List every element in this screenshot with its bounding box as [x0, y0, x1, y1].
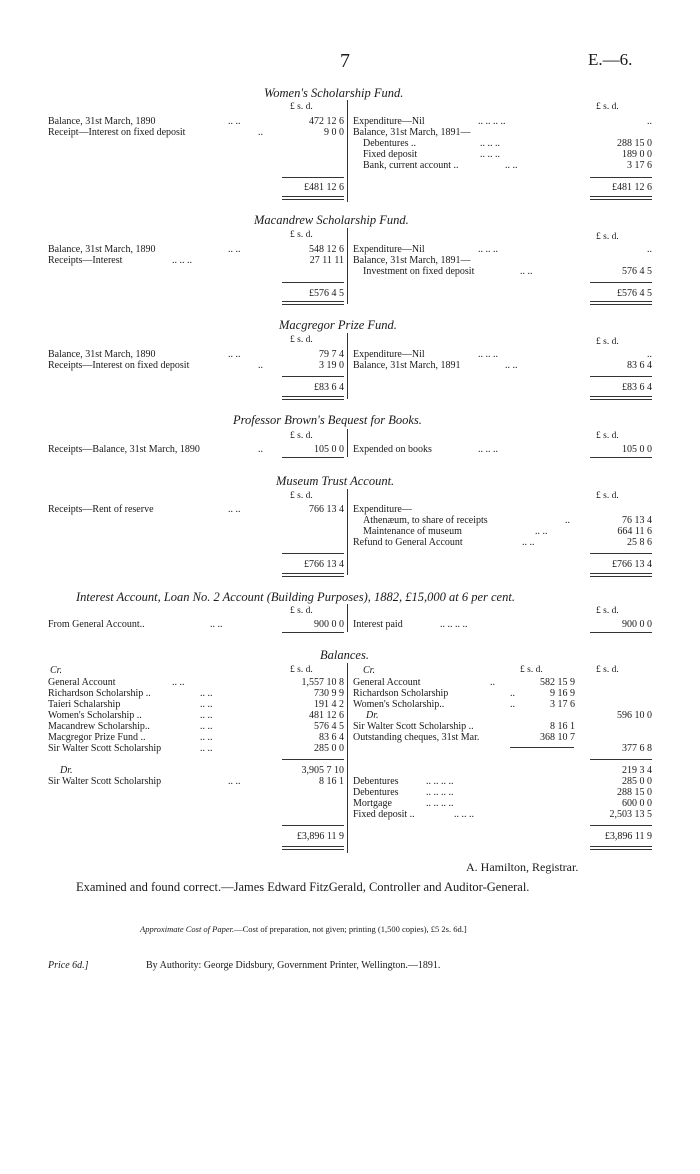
rule — [510, 747, 574, 748]
double-rule — [590, 573, 652, 577]
ledger-amount: .. — [647, 349, 652, 360]
section-total: £83 6 4 — [314, 382, 344, 393]
ledger-dots: .. .. .. — [172, 255, 192, 266]
currency-header: £ s. d. — [596, 665, 619, 675]
ledger-dots: .. — [510, 688, 515, 699]
column-divider — [347, 429, 348, 457]
ledger-label: Expended on books — [353, 444, 432, 455]
rule — [282, 177, 344, 178]
ledger-label: Expenditure—Nil — [353, 349, 425, 360]
ledger-label: Interest paid — [353, 619, 403, 630]
ledger-amount: 9 0 0 — [324, 127, 344, 138]
ledger-dots: .. .. — [228, 504, 241, 515]
ledger-amount: 8 16 1 — [319, 776, 344, 787]
double-rule — [590, 196, 652, 200]
ledger-amount: 191 4 2 — [314, 699, 344, 710]
rule — [282, 553, 344, 554]
ledger-amount: 548 12 6 — [309, 244, 344, 255]
ledger-label: Refund to General Account — [353, 537, 463, 548]
cost-label: Approximate Cost of Paper. — [140, 924, 235, 934]
ledger-amount: 27 11 11 — [309, 255, 344, 266]
ledger-label: Macgregor Prize Fund .. — [48, 732, 146, 743]
cr-heading: Cr. — [363, 665, 375, 676]
ledger-dots: .. .. — [228, 776, 241, 787]
currency-header: £ s. d. — [596, 337, 619, 347]
ledger-dots: .. .. .. .. — [426, 798, 454, 809]
ledger-dots: .. .. — [522, 537, 535, 548]
ledger-amount: 105 0 0 — [622, 444, 652, 455]
ledger-subtotal: 3,905 7 10 — [301, 765, 344, 776]
section-total: £3,896 11 9 — [296, 831, 344, 842]
ledger-label: Receipt—Interest on fixed deposit — [48, 127, 186, 138]
ledger-amount: 368 10 7 — [540, 732, 575, 743]
ledger-label: Balance, 31st March, 1890 — [48, 244, 156, 255]
column-divider — [347, 663, 348, 853]
ledger-amount: 596 10 0 — [617, 710, 652, 721]
double-rule — [590, 396, 652, 400]
ledger-amount: 900 0 0 — [314, 619, 344, 630]
ledger-amount: 25 8 6 — [627, 537, 652, 548]
page-number: 7 — [340, 50, 350, 72]
double-rule — [282, 573, 344, 577]
currency-header: £ s. d. — [290, 102, 313, 112]
ledger-label: Mortgage — [353, 798, 392, 809]
ledger-dots: .. .. — [200, 743, 213, 754]
column-divider — [347, 333, 348, 399]
ledger-dots: .. .. .. — [480, 138, 500, 149]
document-id: E.—6. — [588, 50, 633, 69]
ledger-dots: .. .. — [520, 266, 533, 277]
ledger-dots: .. .. .. .. — [426, 776, 454, 787]
section-title-womens: Women's Scholarship Fund. — [264, 86, 404, 100]
ledger-amount: 189 0 0 — [622, 149, 652, 160]
ledger-amount: 83 6 4 — [319, 732, 344, 743]
ledger-label: Richardson Scholarship — [353, 688, 449, 699]
rule — [282, 376, 344, 377]
ledger-label: Fixed deposit — [363, 149, 418, 160]
ledger-amount: 83 6 4 — [627, 360, 652, 371]
ledger-dots: .. — [490, 677, 495, 688]
cost-text: —Cost of preparation, not given; printing (1,500 copies), £5 2s. 6d.] — [234, 924, 467, 934]
column-divider — [347, 100, 348, 202]
section-total: £766 13 4 — [304, 559, 344, 570]
ledger-dots: .. .. .. — [478, 349, 498, 360]
ledger-label: Balance, 31st March, 1891— — [353, 127, 471, 138]
ledger-amount: 2,503 13 5 — [609, 809, 652, 820]
dr-heading: Dr. — [366, 710, 379, 721]
ledger-label: Fixed deposit .. — [353, 809, 415, 820]
ledger-amount: 3 19 0 — [319, 360, 344, 371]
ledger-amount: 472 12 6 — [309, 116, 344, 127]
ledger-amount: 900 0 0 — [622, 619, 652, 630]
currency-header: £ s. d. — [596, 606, 619, 616]
ledger-dots: .. .. .. — [454, 809, 474, 820]
registrar-signature: A. Hamilton, Registrar. — [466, 860, 579, 874]
currency-header: £ s. d. — [290, 335, 313, 345]
section-title-balances: Balances. — [320, 648, 369, 662]
currency-header: £ s. d. — [520, 665, 543, 675]
cr-heading: Cr. — [50, 665, 62, 676]
ledger-label: Expenditure— — [353, 504, 412, 515]
ledger-amount: 285 0 0 — [622, 776, 652, 787]
rule — [590, 632, 652, 633]
ledger-dots: .. .. .. .. — [478, 116, 506, 127]
ledger-dots: .. .. .. — [478, 244, 498, 255]
ledger-dots: .. — [565, 515, 570, 526]
double-rule — [282, 396, 344, 400]
ledger-label: Receipts—Balance, 31st March, 1890 — [48, 444, 200, 455]
ledger-amount: 576 4 5 — [622, 266, 652, 277]
ledger-amount: 288 15 0 — [617, 138, 652, 149]
ledger-amount: 9 16 9 — [550, 688, 575, 699]
ledger-label: Richardson Scholarship .. — [48, 688, 151, 699]
ledger-label: Debentures — [353, 776, 399, 787]
ledger-amount: 79 7 4 — [319, 349, 344, 360]
ledger-dots: .. .. — [210, 619, 223, 630]
currency-header: £ s. d. — [290, 665, 313, 675]
ledger-dots: .. .. — [535, 526, 548, 537]
double-rule — [590, 846, 652, 850]
ledger-dots: .. — [258, 444, 263, 455]
double-rule — [282, 196, 344, 200]
rule — [590, 457, 652, 458]
ledger-label: Expenditure—Nil — [353, 116, 425, 127]
ledger-dots: .. .. .. .. — [440, 619, 468, 630]
ledger-label: Debentures .. — [363, 138, 417, 149]
ledger-amount: 219 3 4 — [622, 765, 652, 776]
ledger-amount: 76 13 4 — [622, 515, 652, 526]
section-title-brown: Professor Brown's Bequest for Books. — [233, 413, 422, 427]
section-title-macandrew: Macandrew Scholarship Fund. — [254, 213, 409, 227]
ledger-label: Receipts—Interest on fixed deposit — [48, 360, 190, 371]
ledger-dots: .. .. — [228, 116, 241, 127]
ledger-amount: 105 0 0 — [314, 444, 344, 455]
ledger-label: Taieri Schalarship — [48, 699, 121, 710]
ledger-label: Maintenance of museum — [363, 526, 462, 537]
ledger-label: Balance, 31st March, 1890 — [48, 349, 156, 360]
dr-heading: Dr. — [60, 765, 73, 776]
section-title-interest: Interest Account, Loan No. 2 Account (Building Purposes), 1882, £15,000 at 6 per cent. — [76, 590, 515, 604]
section-total: £3,896 11 9 — [604, 831, 652, 842]
rule — [590, 759, 652, 760]
rule — [590, 376, 652, 377]
column-divider — [347, 228, 348, 304]
ledger-label: General Account — [48, 677, 116, 688]
ledger-label: General Account — [353, 677, 421, 688]
ledger-dots: .. — [510, 699, 515, 710]
ledger-dots: .. — [258, 360, 263, 371]
ledger-label: Sir Walter Scott Scholarship — [48, 776, 162, 787]
ledger-amount: 481 12 6 — [309, 710, 344, 721]
ledger-label: Expenditure—Nil — [353, 244, 425, 255]
ledger-label: Receipts—Interest — [48, 255, 123, 266]
ledger-dots: .. .. — [200, 732, 213, 743]
ledger-amount: 576 4 5 — [314, 721, 344, 732]
ledger-amount: 288 15 0 — [617, 787, 652, 798]
double-rule — [282, 301, 344, 305]
ledger-label: Athenæum, to share of receipts — [363, 515, 488, 526]
ledger-amount: .. — [647, 244, 652, 255]
ledger-label: Outstanding cheques, 31st Mar. — [353, 732, 480, 743]
currency-header: £ s. d. — [596, 232, 619, 242]
rule — [590, 177, 652, 178]
ledger-dots: .. — [258, 127, 263, 138]
ledger-dots: .. .. — [228, 349, 241, 360]
ledger-label: Macandrew Scholarship.. — [48, 721, 150, 732]
rule — [590, 825, 652, 826]
section-total: £766 13 4 — [612, 559, 652, 570]
ledger-label: Bank, current account .. — [363, 160, 459, 171]
rule — [282, 282, 344, 283]
currency-header: £ s. d. — [596, 102, 619, 112]
cost-note — [140, 924, 467, 935]
ledger-amount: 730 9 9 — [314, 688, 344, 699]
ledger-dots: .. .. .. — [478, 444, 498, 455]
ledger-dots: .. .. .. .. — [426, 787, 454, 798]
ledger-dots: .. .. — [200, 721, 213, 732]
ledger-label: Receipts—Rent of reserve — [48, 504, 154, 515]
ledger-label: Women's Scholarship .. — [48, 710, 142, 721]
ledger-amount: 766 13 4 — [309, 504, 344, 515]
ledger-label: From General Account.. — [48, 619, 145, 630]
ledger-amount: .. — [647, 116, 652, 127]
price: Price 6d.] — [48, 960, 89, 971]
currency-header: £ s. d. — [596, 491, 619, 501]
ledger-label: Women's Scholarship.. — [353, 699, 445, 710]
ledger-amount: 3 17 6 — [627, 160, 652, 171]
rule — [590, 553, 652, 554]
rule — [282, 457, 344, 458]
ledger-label: Sir Walter Scott Scholarship .. — [353, 721, 474, 732]
ledger-amount: 582 15 9 — [540, 677, 575, 688]
double-rule — [282, 846, 344, 850]
ledger-dots: .. .. — [228, 244, 241, 255]
ledger-label: Investment on fixed deposit — [363, 266, 475, 277]
ledger-dots: .. .. — [200, 699, 213, 710]
ledger-dots: .. .. .. — [480, 149, 500, 160]
currency-header: £ s. d. — [596, 431, 619, 441]
ledger-label: Balance, 31st March, 1890 — [48, 116, 156, 127]
section-title-museum: Museum Trust Account. — [276, 474, 395, 488]
column-divider — [347, 604, 348, 632]
rule — [282, 759, 344, 760]
rule — [282, 825, 344, 826]
ledger-dots: .. .. — [505, 160, 518, 171]
ledger-dots: .. .. — [172, 677, 185, 688]
ledger-label: Balance, 31st March, 1891 — [353, 360, 461, 371]
authority-line: By Authority: George Didsbury, Government Printer, Wellington.—1891. — [146, 960, 441, 971]
section-title-macgregor: Macgregor Prize Fund. — [279, 318, 397, 332]
section-total: £481 12 6 — [612, 182, 652, 193]
column-divider — [347, 489, 348, 575]
ledger-amount: 3 17 6 — [550, 699, 575, 710]
section-total: £481 12 6 — [304, 182, 344, 193]
double-rule — [590, 301, 652, 305]
currency-header: £ s. d. — [290, 491, 313, 501]
rule — [590, 282, 652, 283]
currency-header: £ s. d. — [290, 431, 313, 441]
ledger-label: Debentures — [353, 787, 399, 798]
ledger-label: Balance, 31st March, 1891— — [353, 255, 471, 266]
ledger-dots: .. .. — [200, 688, 213, 699]
ledger-amount: 8 16 1 — [550, 721, 575, 732]
section-total: £576 4 5 — [309, 288, 344, 299]
ledger-amount: 377 6 8 — [622, 743, 652, 754]
currency-header: £ s. d. — [290, 606, 313, 616]
rule — [282, 632, 344, 633]
ledger-amount: 600 0 0 — [622, 798, 652, 809]
ledger-dots: .. .. — [505, 360, 518, 371]
ledger-dots: .. .. — [200, 710, 213, 721]
section-total: £83 6 4 — [622, 382, 652, 393]
currency-header: £ s. d. — [290, 230, 313, 240]
ledger-amount: 1,557 10 8 — [301, 677, 344, 688]
audit-statement: Examined and found correct.—James Edward FitzGerald, Controller and Auditor-General. — [76, 880, 530, 894]
section-total: £576 4 5 — [617, 288, 652, 299]
ledger-amount: 285 0 0 — [314, 743, 344, 754]
ledger-amount: 664 11 6 — [617, 526, 652, 537]
ledger-label: Sir Walter Scott Scholarship — [48, 743, 162, 754]
